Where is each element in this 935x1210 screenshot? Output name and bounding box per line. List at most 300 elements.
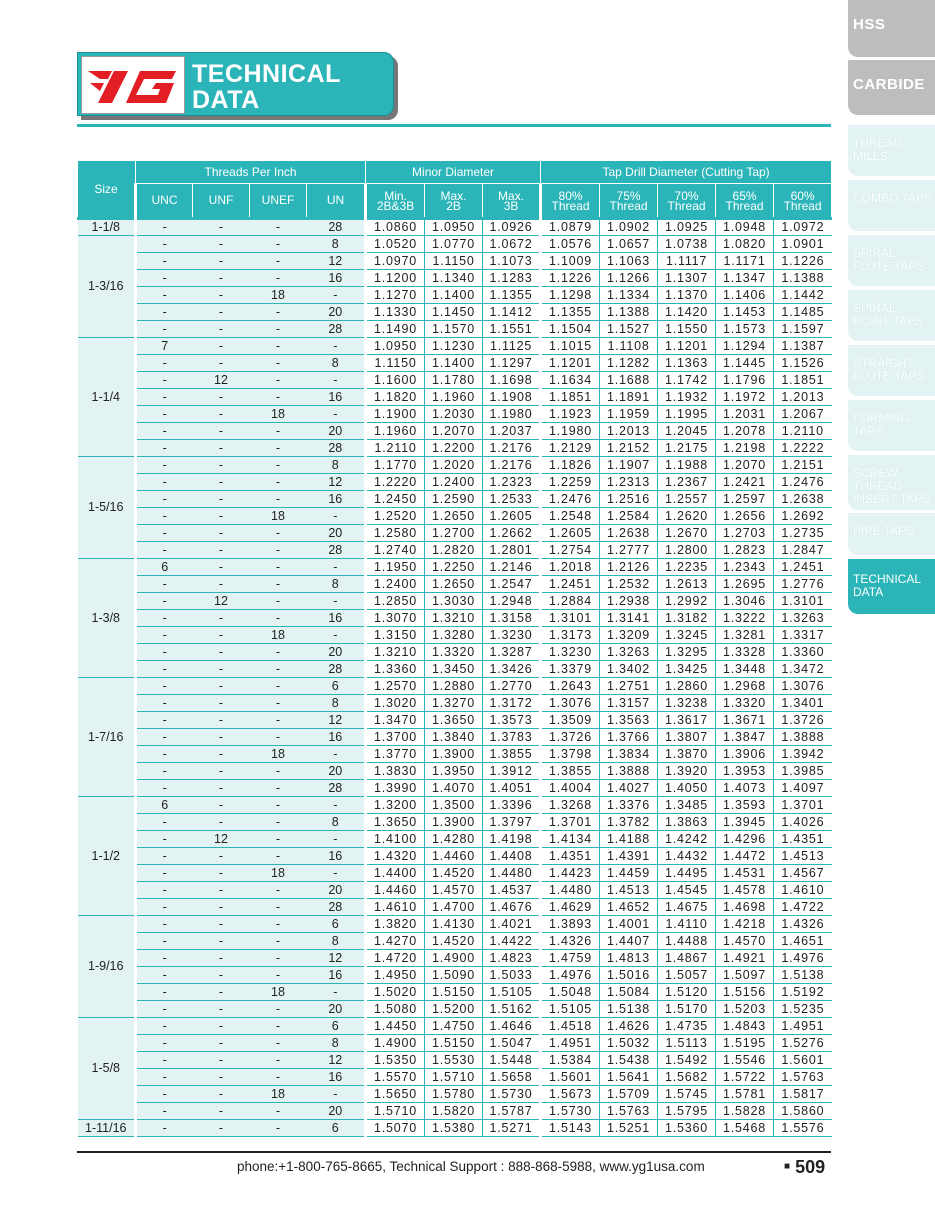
tap-drill-cell: 1.2643 [541,678,600,695]
size-cell: 1-7/16 [78,678,136,797]
minor-diameter-cell: 1.1283 [483,270,541,287]
tpi-cell: - [250,1069,307,1086]
tap-col-header-line2: Thread [783,198,822,213]
tap-col-header-line2: Thread [551,198,590,213]
tap-drill-group-header: Tap Drill Diameter (Cutting Tap) [541,161,832,184]
tap-drill-cell: 1.2800 [658,542,716,559]
tap-drill-cell: 1.1980 [541,423,600,440]
tap-drill-cell: 1.3870 [658,746,716,763]
side-tab-screw-thread-insert-taps[interactable] [848,455,935,510]
minor-diameter-cell: 1.2948 [483,593,541,610]
tap-drill-cell: 1.1550 [658,321,716,338]
tpi-cell: 20 [307,423,366,440]
tap-drill-cell: 1.5235 [774,1001,832,1018]
minor-col-header-line2: 2B [446,198,461,213]
minor-diameter-cell: 1.3700 [366,729,425,746]
minor-diameter-cell: 1.3280 [425,627,483,644]
tap-drill-cell: 1.3701 [774,797,832,814]
tpi-cell: 7 [136,338,193,355]
tap-drill-cell: 1.2110 [774,423,832,440]
table-row [78,1120,832,1137]
tpi-cell: - [193,950,250,967]
tpi-cell: - [250,1103,307,1120]
minor-diameter-cell: 1.1230 [425,338,483,355]
tap-drill-cell: 1.2198 [716,440,774,457]
minor-diameter-cell: 1.2820 [425,542,483,559]
tpi-cell: - [136,831,193,848]
table-row [78,627,832,644]
tpi-cell: - [250,763,307,780]
tap-drill-cell: 1.2078 [716,423,774,440]
minor-diameter-cell: 1.3287 [483,644,541,661]
tpi-cell: - [307,287,366,304]
tpi-cell: 28 [307,321,366,338]
tpi-cell: - [136,372,193,389]
minor-diameter-cell: 1.4198 [483,831,541,848]
tap-drill-cell: 1.4867 [658,950,716,967]
tpi-cell: - [193,457,250,474]
tap-drill-cell: 1.5601 [541,1069,600,1086]
tap-drill-cell: 1.4698 [716,899,774,916]
tap-drill-cell: 1.5546 [716,1052,774,1069]
table-row [78,763,832,780]
tap-drill-cell: 1.3945 [716,814,774,831]
tpi-cell: - [250,542,307,559]
tpi-col-header: UNEF [250,184,307,219]
tpi-cell: - [193,304,250,321]
table-row [78,474,832,491]
tap-col-header-line2: Thread [609,198,648,213]
tap-drill-cell: 1.3263 [600,644,658,661]
table-row [78,1001,832,1018]
tap-drill-cell: 1.3222 [716,610,774,627]
side-tab-label: HSS [853,16,886,33]
tpi-cell: - [250,593,307,610]
tap-drill-cell: 1.2235 [658,559,716,576]
tap-drill-cell: 1.5817 [774,1086,832,1103]
minor-diameter-cell: 1.2880 [425,678,483,695]
tap-drill-cell: 1.2476 [774,474,832,491]
side-tab-straight-flute-taps[interactable] [848,345,935,396]
tap-drill-cell: 1.5384 [541,1052,600,1069]
tap-drill-cell: 1.4242 [658,831,716,848]
tap-drill-cell: 1.1282 [600,355,658,372]
tap-drill-cell: 1.4480 [541,882,600,899]
tap-drill-cell: 1.0902 [600,219,658,236]
tpi-cell: - [136,1018,193,1035]
side-tab-spiral-point-taps[interactable] [848,290,935,341]
tap-drill-cell: 1.2656 [716,508,774,525]
tap-drill-cell: 1.3141 [600,610,658,627]
tpi-cell: 12 [193,831,250,848]
table-row [78,423,832,440]
tap-drill-cell: 1.1923 [541,406,600,423]
tap-drill-cell: 1.3671 [716,712,774,729]
minor-diameter-cell: 1.1551 [483,321,541,338]
tpi-cell: - [250,372,307,389]
tap-drill-cell: 1.5763 [600,1103,658,1120]
tap-drill-cell: 1.5781 [716,1086,774,1103]
tap-drill-cell: 1.3402 [600,661,658,678]
logo-banner [77,52,394,116]
minor-diameter-cell: 1.3396 [483,797,541,814]
tpi-cell: - [193,338,250,355]
tap-drill-cell: 1.3157 [600,695,658,712]
minor-diameter-cell: 1.2400 [425,474,483,491]
tpi-cell: - [307,1086,366,1103]
tap-drill-cell: 1.1907 [600,457,658,474]
minor-diameter-cell: 1.4720 [366,950,425,967]
tpi-cell: 12 [193,593,250,610]
header-divider [77,124,831,127]
side-tab-label: SCREW THREAD INSERT TAPS [853,466,931,506]
tap-col-header-line2: Thread [667,198,706,213]
minor-diameter-cell: 1.2070 [425,423,483,440]
tpi-col-header: UNF [193,184,250,219]
side-tab-pipe-taps[interactable] [848,513,935,555]
table-row [78,831,832,848]
side-tab-carbide[interactable] [848,60,935,115]
tap-drill-cell: 1.3328 [716,644,774,661]
side-tab-combo-taps[interactable] [848,180,935,231]
tpi-cell: - [250,474,307,491]
tpi-cell: - [250,644,307,661]
tpi-cell: - [307,797,366,814]
tap-drill-cell: 1.3888 [600,763,658,780]
tap-drill-cell: 1.0925 [658,219,716,236]
tpi-cell: - [193,219,250,236]
yg-logo [81,56,185,114]
tap-drill-cell: 1.1063 [600,253,658,270]
tpi-cell: - [250,831,307,848]
tap-drill-cell: 1.2620 [658,508,716,525]
tpi-cell: - [136,1035,193,1052]
tap-col-header [774,184,832,219]
tpi-cell: 8 [307,355,366,372]
minor-diameter-cell: 1.1400 [425,287,483,304]
side-tab-thread-mills[interactable] [848,125,935,176]
minor-diameter-cell: 1.4280 [425,831,483,848]
tap-drill-cell: 1.5097 [716,967,774,984]
tpi-cell: 6 [307,1018,366,1035]
tap-col-header-line1: 70% [674,188,699,203]
tpi-cell: - [136,219,193,236]
minor-diameter-cell: 1.4570 [425,882,483,899]
tpi-cell: - [250,355,307,372]
tpi-cell: - [250,729,307,746]
tpi-cell: - [136,508,193,525]
tpi-cell: - [136,440,193,457]
minor-diameter-cell: 1.2700 [425,525,483,542]
tap-drill-cell: 1.2584 [600,508,658,525]
tpi-cell: 20 [307,1103,366,1120]
tpi-cell: - [136,389,193,406]
minor-diameter-cell: 1.4051 [483,780,541,797]
tap-drill-cell: 1.1851 [541,389,600,406]
minor-diameter-cell: 1.4750 [425,1018,483,1035]
tpi-cell: - [193,1018,250,1035]
tpi-cell: - [250,797,307,814]
side-tab-label: FORMING TAPS [853,411,910,438]
tap-drill-cell: 1.5709 [600,1086,658,1103]
tpi-cell: - [136,780,193,797]
tap-drill-cell: 1.1266 [600,270,658,287]
table-row [78,304,832,321]
side-tab-technical-data[interactable] [848,559,935,614]
tap-drill-cell: 1.3263 [774,610,832,627]
tap-drill-cell: 1.5682 [658,1069,716,1086]
tpi-cell: - [250,219,307,236]
page-title-line1: TECHNICAL [192,60,341,88]
minor-diameter-cell: 1.4480 [483,865,541,882]
minor-diameter-cell: 1.5105 [483,984,541,1001]
minor-diameter-cell: 1.1200 [366,270,425,287]
tap-drill-cell: 1.0576 [541,236,600,253]
tap-drill-cell: 1.3807 [658,729,716,746]
tpi-cell: - [136,814,193,831]
page-number-value: 509 [795,1157,826,1177]
tap-drill-cell: 1.1015 [541,338,600,355]
tap-drill-cell: 1.2703 [716,525,774,542]
tap-drill-cell: 1.5860 [774,1103,832,1120]
minor-diameter-cell: 1.3650 [425,712,483,729]
table-row [78,389,832,406]
tap-drill-cell: 1.1796 [716,372,774,389]
tap-drill-cell: 1.2992 [658,593,716,610]
minor-diameter-cell: 1.2590 [425,491,483,508]
minor-diameter-cell: 1.3840 [425,729,483,746]
tpi-cell: 16 [307,1069,366,1086]
minor-diameter-cell: 1.5448 [483,1052,541,1069]
tap-drill-cell: 1.5057 [658,967,716,984]
tap-drill-cell: 1.1406 [716,287,774,304]
tpi-cell: - [307,746,366,763]
minor-diameter-cell: 1.3900 [425,814,483,831]
tpi-cell: - [193,967,250,984]
minor-diameter-cell: 1.0770 [425,236,483,253]
minor-diameter-cell: 1.3426 [483,661,541,678]
footer-divider [77,1151,831,1153]
tap-drill-cell: 1.4296 [716,831,774,848]
tap-drill-cell: 1.4651 [774,933,832,950]
tap-drill-cell: 1.1597 [774,321,832,338]
minor-diameter-cell: 1.5710 [425,1069,483,1086]
minor-col-header [425,184,483,219]
tap-drill-cell: 1.4976 [774,950,832,967]
tap-drill-cell: 1.0657 [600,236,658,253]
tap-drill-cell: 1.3295 [658,644,716,661]
tap-drill-cell: 1.2152 [600,440,658,457]
tap-drill-cell: 1.3320 [716,695,774,712]
minor-col-header-line1: Max. [498,188,525,203]
tpi-cell: - [193,406,250,423]
tap-drill-cell: 1.4188 [600,831,658,848]
minor-diameter-cell: 1.5380 [425,1120,483,1137]
minor-diameter-cell: 1.2176 [483,440,541,457]
tpi-cell: - [307,559,366,576]
tap-drill-cell: 1.0738 [658,236,716,253]
tpi-cell: 12 [307,950,366,967]
tap-drill-cell: 1.0820 [716,236,774,253]
minor-diameter-cell: 1.1960 [425,389,483,406]
tpi-cell: - [193,440,250,457]
minor-diameter-cell: 1.4450 [366,1018,425,1035]
tap-drill-cell: 1.4472 [716,848,774,865]
tap-drill-cell: 1.3847 [716,729,774,746]
tpi-cell: - [136,916,193,933]
table-row [78,661,832,678]
minor-diameter-cell: 1.1950 [366,559,425,576]
tap-drill-cell: 1.2597 [716,491,774,508]
minor-diameter-cell: 1.2850 [366,593,425,610]
tap-drill-cell: 1.2692 [774,508,832,525]
tpi-cell: - [193,882,250,899]
side-tab-label: PIPE TAPS [853,524,914,538]
tpi-cell: - [136,763,193,780]
minor-diameter-cell: 1.3230 [483,627,541,644]
minor-diameter-cell: 1.0950 [366,338,425,355]
tpi-cell: 12 [307,253,366,270]
tap-drill-cell: 1.1334 [600,287,658,304]
tap-drill-cell: 1.2938 [600,593,658,610]
tap-drill-cell: 1.2735 [774,525,832,542]
tpi-cell: - [136,1052,193,1069]
tpi-cell: - [193,780,250,797]
tap-drill-cell: 1.2613 [658,576,716,593]
minor-diameter-cell: 1.3650 [366,814,425,831]
tap-drill-cell: 1.2823 [716,542,774,559]
tpi-cell: 8 [307,1035,366,1052]
minor-diameter-cell: 1.3450 [425,661,483,678]
tap-col-header [541,184,600,219]
tap-drill-cell: 1.3893 [541,916,600,933]
tpi-cell: - [193,661,250,678]
minor-diameter-cell: 1.4900 [425,950,483,967]
minor-diameter-cell: 1.2520 [366,508,425,525]
tap-drill-cell: 1.3182 [658,610,716,627]
minor-diameter-cell: 1.5530 [425,1052,483,1069]
tpi-cell: - [136,712,193,729]
side-tab-spiral-flute-taps[interactable] [848,235,935,286]
tap-drill-cell: 1.3101 [541,610,600,627]
minor-diameter-cell: 1.4520 [425,865,483,882]
tpi-cell: - [136,848,193,865]
table-row [78,355,832,372]
minor-diameter-cell: 1.5271 [483,1120,541,1137]
tap-drill-cell: 1.3238 [658,695,716,712]
minor-diameter-cell: 1.2400 [366,576,425,593]
tap-drill-cell: 1.5360 [658,1120,716,1137]
tpi-cell: - [250,882,307,899]
tap-drill-cell: 1.3281 [716,627,774,644]
tpi-cell: - [193,865,250,882]
tap-col-header [600,184,658,219]
tap-drill-cell: 1.4027 [600,780,658,797]
tpi-cell: - [250,712,307,729]
tap-drill-cell: 1.2018 [541,559,600,576]
table-row [78,780,832,797]
tpi-cell: 6 [136,797,193,814]
tpi-cell: 6 [307,916,366,933]
tap-drill-cell: 1.4097 [774,780,832,797]
tap-col-header-line2: Thread [725,198,764,213]
tap-drill-cell: 1.3701 [541,814,600,831]
table-row [78,712,832,729]
size-cell: 1-1/4 [78,338,136,457]
page-title [192,61,341,113]
tap-drill-cell: 1.1009 [541,253,600,270]
tap-drill-cell: 1.3245 [658,627,716,644]
table-row [78,1035,832,1052]
tpi-cell: 12 [307,474,366,491]
minor-diameter-cell: 1.4610 [366,899,425,916]
tap-drill-cell: 1.3593 [716,797,774,814]
tpi-cell: - [307,406,366,423]
tap-drill-cell: 1.3766 [600,729,658,746]
minor-diameter-cell: 1.2650 [425,576,483,593]
minor-diameter-cell: 1.1490 [366,321,425,338]
side-tab-hss[interactable] [848,0,935,57]
minor-diameter-cell: 1.4537 [483,882,541,899]
tap-drill-cell: 1.1826 [541,457,600,474]
minor-diameter-cell: 1.3783 [483,729,541,746]
tpi-cell: - [136,933,193,950]
tap-drill-cell: 1.4610 [774,882,832,899]
table-row [78,1103,832,1120]
tpi-cell: - [250,780,307,797]
tap-drill-cell: 1.4026 [774,814,832,831]
tpi-cell: - [193,899,250,916]
tap-drill-cell: 1.3268 [541,797,600,814]
tpi-cell: - [193,491,250,508]
tap-drill-cell: 1.3425 [658,661,716,678]
tap-drill-cell: 1.5438 [600,1052,658,1069]
minor-diameter-cell: 1.5033 [483,967,541,984]
minor-diameter-cell: 1.5787 [483,1103,541,1120]
table-row [78,916,832,933]
minor-diameter-cell: 1.5200 [425,1001,483,1018]
minor-diameter-cell: 1.4070 [425,780,483,797]
minor-diameter-cell: 1.4520 [425,933,483,950]
minor-diameter-cell: 1.3210 [425,610,483,627]
side-tab-forming-taps[interactable] [848,400,935,451]
table-row [78,848,832,865]
minor-diameter-cell: 1.1073 [483,253,541,270]
table-row [78,542,832,559]
minor-diameter-cell: 1.4646 [483,1018,541,1035]
tap-drill-cell: 1.3834 [600,746,658,763]
table-row [78,491,832,508]
tpi-cell: 20 [307,882,366,899]
tpi-cell: - [193,423,250,440]
tap-drill-cell: 1.4843 [716,1018,774,1035]
tap-drill-cell: 1.1363 [658,355,716,372]
minor-diameter-cell: 1.4270 [366,933,425,950]
tap-drill-cell: 1.2638 [774,491,832,508]
minor-diameter-cell: 1.5162 [483,1001,541,1018]
side-tab-label: COMBO TAPS [853,191,932,205]
minor-diameter-cell: 1.1340 [425,270,483,287]
tpi-cell: - [250,270,307,287]
tap-drill-cell: 1.2129 [541,440,600,457]
tap-drill-cell: 1.5138 [774,967,832,984]
tap-drill-cell: 1.5828 [716,1103,774,1120]
minor-diameter-cell: 1.2450 [366,491,425,508]
tap-drill-cell: 1.1347 [716,270,774,287]
tpi-cell: 16 [307,729,366,746]
tpi-cell: 16 [307,389,366,406]
tap-drill-cell: 1.5276 [774,1035,832,1052]
